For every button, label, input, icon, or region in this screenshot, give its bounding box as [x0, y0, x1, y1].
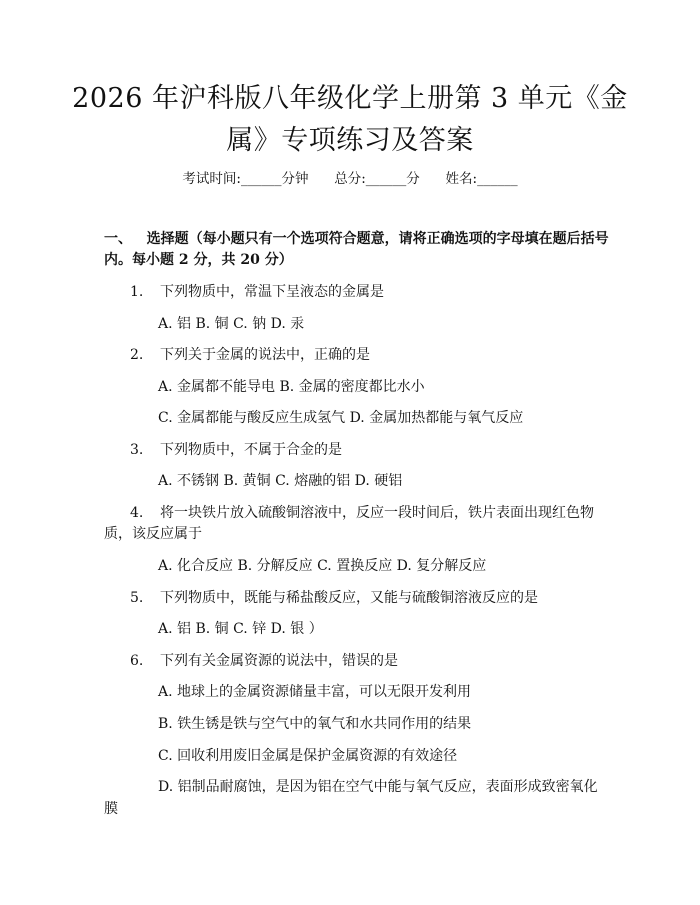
- question-number: 5.: [130, 590, 144, 606]
- question-stem: 下列关于金属的说法中，正确的是: [160, 347, 370, 363]
- score-blank: ______: [365, 171, 407, 187]
- question-6-option-a: A. 地球上的金属资源储量丰富，可以无限开发利用: [158, 684, 472, 700]
- title-line-2: 属》专项练习及答案: [226, 125, 474, 156]
- section-heading: [104, 229, 609, 271]
- question-6-option-d-continued: 膜: [104, 801, 118, 817]
- document-title: [60, 78, 640, 162]
- question-4-options: A. 化合反应 B. 分解反应 C. 置换反应 D. 复分解反应: [158, 558, 487, 574]
- question-6-option-d: D. 铝制品耐腐蚀，是因为铝在空气中能与氧气反应，表面形成致密氧化: [158, 779, 598, 795]
- title-line-1: 2026 年沪科版八年级化学上册第 3 单元《金: [72, 83, 628, 114]
- exam-info-line: [0, 170, 700, 188]
- question-5-options: A. 铝 B. 铜 C. 锌 D. 银 ）: [158, 621, 323, 637]
- score-unit: 分: [406, 171, 420, 187]
- question-2-options-1: A. 金属都不能导电 B. 金属的密度都比水小: [158, 379, 425, 395]
- question-stem: 下列物质中，常温下呈液态的金属是: [160, 284, 384, 300]
- question-4: [130, 503, 594, 523]
- question-6-option-c: C. 回收利用废旧金属是保护金属资源的有效途径: [158, 748, 458, 764]
- question-number: 2.: [130, 347, 144, 363]
- question-3: [130, 440, 342, 460]
- question-number: 4.: [130, 505, 144, 521]
- question-number: 1.: [130, 284, 144, 300]
- question-stem: 将一块铁片放入硫酸铜溶液中，反应一段时间后，铁片表面出现红色物: [160, 505, 594, 521]
- question-4-stem-continued: 质，该反应属于: [104, 526, 202, 542]
- question-stem: 下列物质中，不属于合金的是: [160, 442, 342, 458]
- question-6: [130, 651, 398, 671]
- name-label: 姓名:: [445, 171, 478, 187]
- question-6-option-b: B. 铁生锈是铁与空气中的氧气和水共同作用的结果: [158, 716, 472, 732]
- question-3-options: A. 不锈钢 B. 黄铜 C. 熔融的铝 D. 硬铝: [158, 473, 403, 489]
- question-stem: 下列物质中，既能与稀盐酸反应，又能与硫酸铜溶液反应的是: [160, 590, 538, 606]
- question-stem: 下列有关金属资源的说法中，错误的是: [160, 653, 398, 669]
- score-label: 总分:: [334, 171, 366, 187]
- question-number: 6.: [130, 653, 144, 669]
- question-number: 3.: [130, 442, 144, 458]
- time-unit: 分钟: [281, 171, 309, 187]
- time-blank: ______: [240, 171, 282, 187]
- section-heading-line-2: 内。每小题 2 分，共 20 分）: [104, 252, 293, 268]
- time-label: 考试时间:: [182, 171, 241, 187]
- question-1: [130, 282, 384, 302]
- question-2-options-2: C. 金属都能与酸反应生成氢气 D. 金属加热都能与氧气反应: [158, 410, 524, 426]
- question-2: [130, 345, 370, 365]
- question-1-options: A. 铝 B. 铜 C. 钠 D. 汞: [158, 316, 305, 332]
- name-blank: ______: [477, 171, 518, 187]
- section-heading-line-1: 一、 选择题（每小题只有一个选项符合题意，请将正确选项的字母填在题后括号: [104, 231, 609, 247]
- question-5: [130, 588, 538, 608]
